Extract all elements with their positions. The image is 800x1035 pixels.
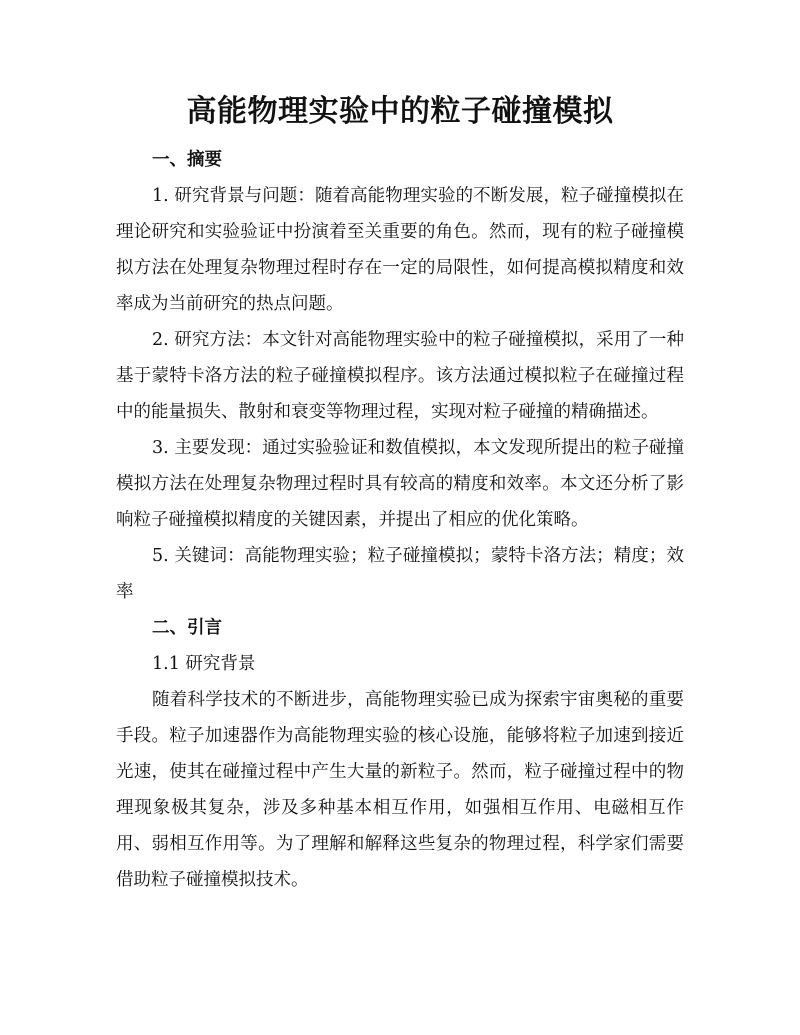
abstract-item-method: 2. 研究方法：本文针对高能物理实验中的粒子碰撞模拟，采用了一种基于蒙特卡洛方法的粒子碰撞模拟程序。该方法通过模拟粒子在碰撞过程中的能量损失、散射和衰变等物理过程，实现对粒子碰撞的精确描述。 <box>116 330 684 422</box>
abstract-item-findings: 3. 主要发现：通过实验验证和数值模拟，本文发现所提出的粒子碰撞模拟方法在处理复杂物理过程时具有较高的精度和效率。本文还分析了影响粒子碰撞模拟精度的关键因素，并提出了相应的优化策略。 <box>116 438 684 530</box>
section-heading-abstract: 一、摘要 <box>152 150 222 170</box>
document-title: 高能物理实验中的粒子碰撞模拟 <box>186 94 614 129</box>
section-heading-introduction: 二、引言 <box>152 618 222 638</box>
document-body <box>116 142 684 898</box>
subsection-heading-background: 1.1 研究背景 <box>152 654 256 674</box>
abstract-item-keywords: 5. 关键词：高能物理实验；粒子碰撞模拟；蒙特卡洛方法；精度；效率 <box>116 546 684 602</box>
abstract-item-background: 1. 研究背景与问题：随着高能物理实验的不断发展，粒子碰撞模拟在理论研究和实验验证中扮演着至关重要的角色。然而，现有的粒子碰撞模拟方法在处理复杂物理过程时存在一定的局限性，如何提高模拟精度和效率成为当前研究的热点问题。 <box>116 186 684 314</box>
introduction-paragraph: 随着科学技术的不断进步，高能物理实验已成为探索宇宙奥秘的重要手段。粒子加速器作为高能物理实验的核心设施，能够将粒子加速到接近光速，使其在碰撞过程中产生大量的新粒子。然而，粒子碰撞过程中的物理现象极其复杂，涉及多种基本相互作用，如强相互作用、电磁相互作用、弱相互作用等。为了理解和解释这些复杂的物理过程，科学家们需要借助粒子碰撞模拟技术。 <box>116 690 684 890</box>
